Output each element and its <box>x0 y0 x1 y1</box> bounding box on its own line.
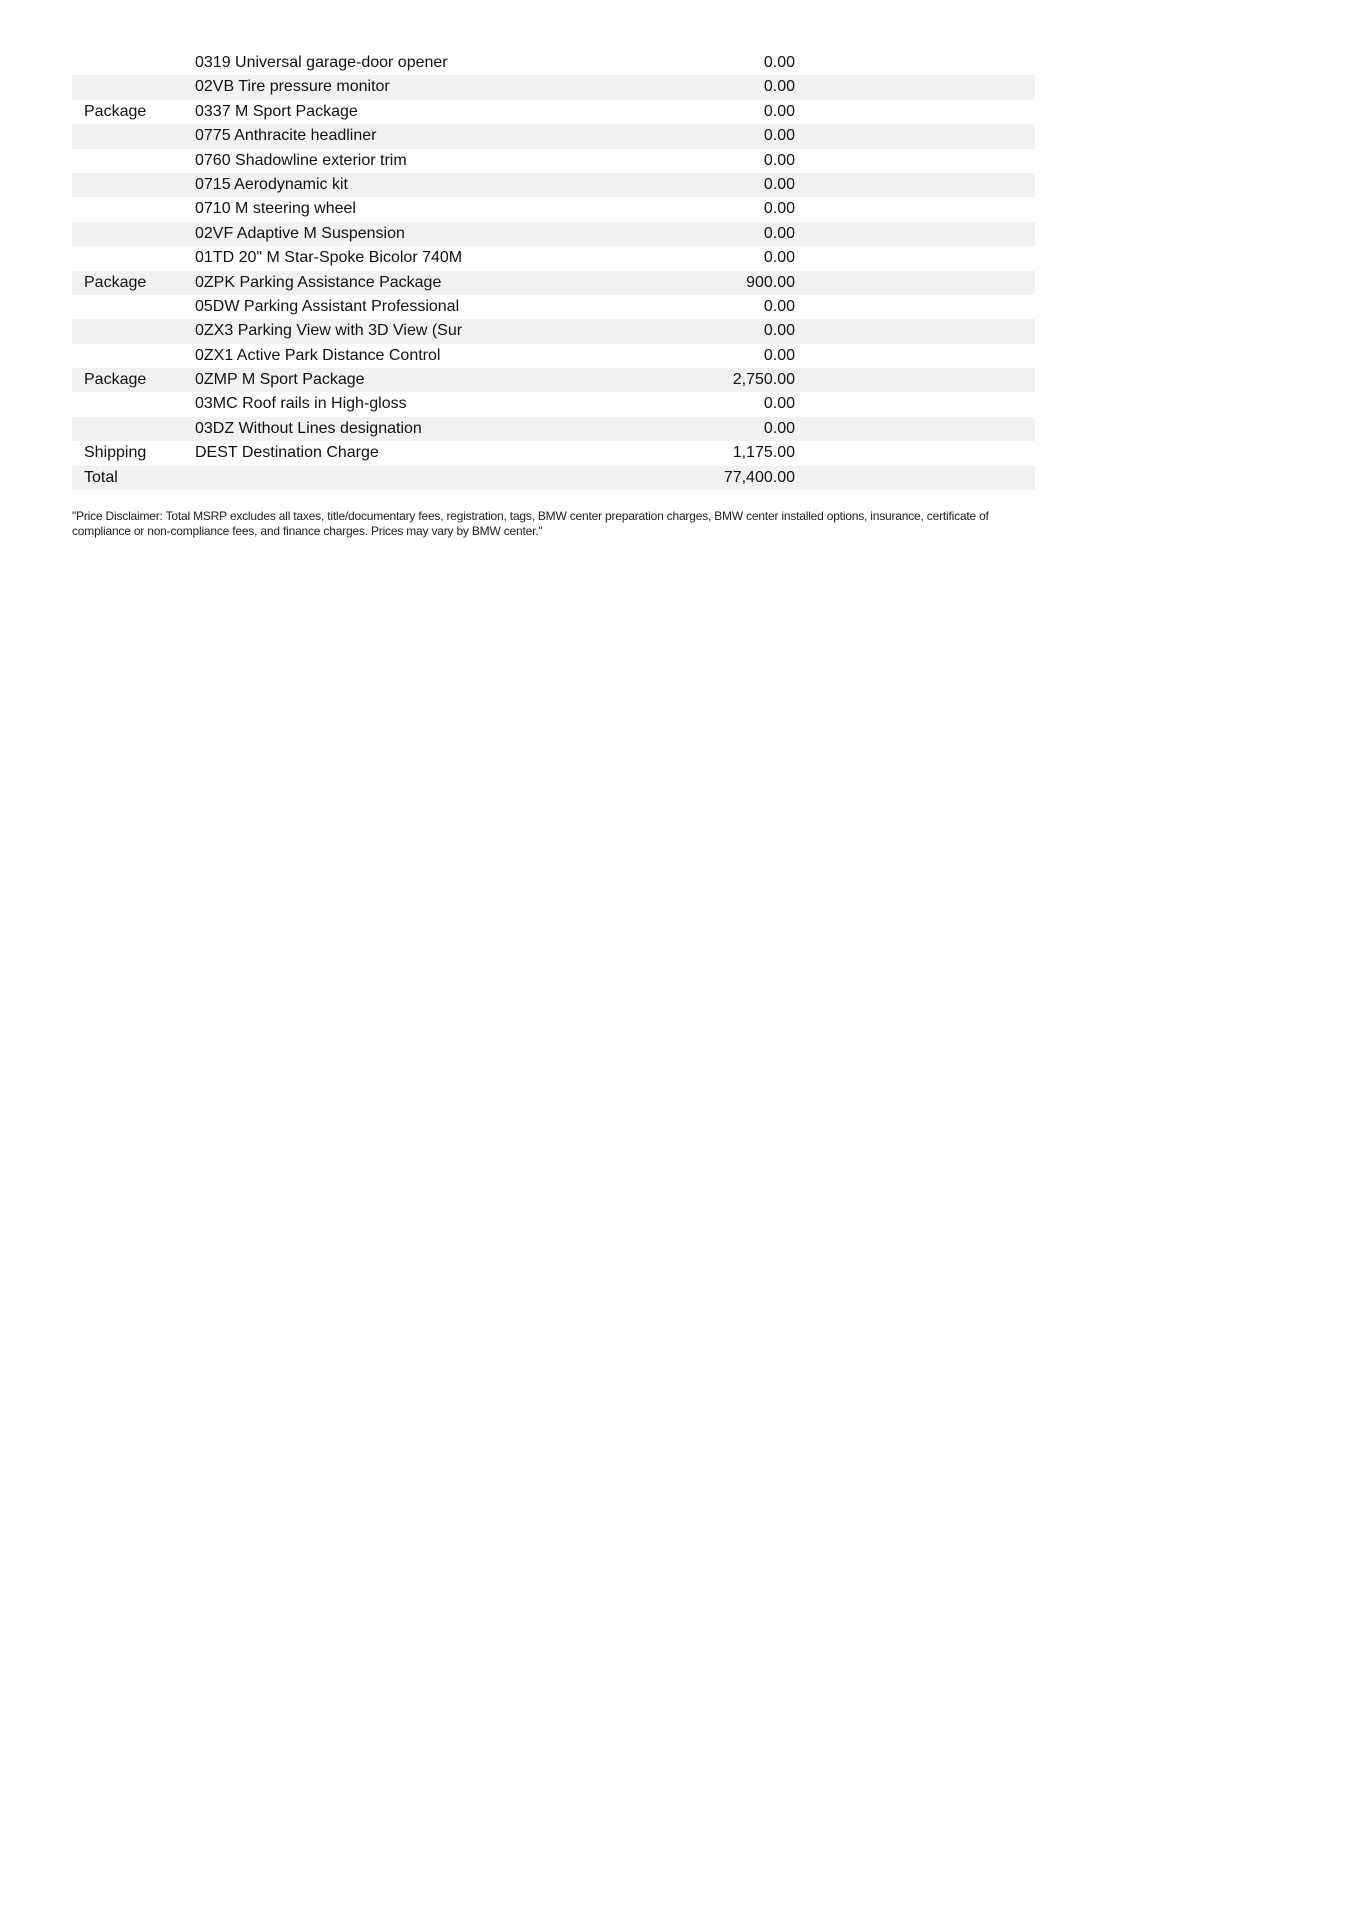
table-row <box>72 295 1035 319</box>
table-row <box>72 222 1035 246</box>
row-price: 0.00 <box>763 175 795 193</box>
table-row <box>72 173 1035 197</box>
row-item: 02VB Tire pressure monitor <box>195 78 390 96</box>
table-row <box>72 100 1035 124</box>
row-price: 0.00 <box>763 224 795 242</box>
row-price: 0.00 <box>763 297 795 315</box>
table-row <box>72 246 1035 270</box>
table-row <box>72 441 1035 465</box>
row-price: 77,400.00 <box>723 468 795 486</box>
row-price: 1,175.00 <box>732 444 795 462</box>
table-row <box>72 417 1035 441</box>
row-category: Shipping <box>84 444 147 462</box>
row-price: 0.00 <box>763 346 795 364</box>
row-item: 0319 Universal garage-door opener <box>195 54 448 71</box>
price-disclaimer: "Price Disclaimer: Total MSRP excludes all taxes, title/documentary fees, registration, tags, BMW center preparation charges, BMW center installed options, insurance, certificate of compliance or non-compliance fees, and finance charges. Prices may vary by BMW center." <box>72 509 989 538</box>
row-category: Package <box>84 273 147 291</box>
table-row <box>72 197 1035 221</box>
row-price: 0.00 <box>763 419 795 437</box>
row-item: 0715 Aerodynamic kit <box>195 175 348 193</box>
table-row <box>72 392 1035 416</box>
row-price: 0.00 <box>763 102 795 120</box>
row-price: 0.00 <box>763 54 795 71</box>
options-table <box>72 51 1035 490</box>
row-price: 0.00 <box>763 78 795 96</box>
row-price: 0.00 <box>763 322 795 340</box>
table-row <box>72 466 1035 490</box>
table-row <box>72 319 1035 343</box>
row-category: Package <box>84 102 147 120</box>
row-price: 0.00 <box>763 249 795 267</box>
row-item: 0ZX3 Parking View with 3D View (Sur <box>195 322 463 340</box>
row-item: 0760 Shadowline exterior trim <box>195 151 407 169</box>
row-item: 0337 M Sport Package <box>195 102 358 120</box>
row-category: Package <box>84 371 147 389</box>
row-price: 0.00 <box>763 127 795 145</box>
table-row <box>72 344 1035 368</box>
row-price: 2,750.00 <box>732 371 795 389</box>
table-row <box>72 368 1035 392</box>
row-item: DEST Destination Charge <box>195 444 379 462</box>
table-row <box>72 75 1035 99</box>
row-item: 0775 Anthracite headliner <box>195 127 377 145</box>
row-category: Total <box>84 468 118 486</box>
row-item: 03DZ Without Lines designation <box>195 419 422 437</box>
row-item: 03MC Roof rails in High-gloss <box>195 395 407 413</box>
row-item: 05DW Parking Assistant Professional <box>195 297 460 315</box>
table-row <box>72 124 1035 148</box>
row-item: 0ZPK Parking Assistance Package <box>195 273 442 291</box>
row-item: 0ZMP M Sport Package <box>195 371 365 389</box>
row-price: 0.00 <box>763 151 795 169</box>
row-item: 0ZX1 Active Park Distance Control <box>195 346 441 364</box>
row-price: 0.00 <box>763 395 795 413</box>
table-row <box>72 51 1035 75</box>
row-price: 0.00 <box>763 200 795 218</box>
row-item: 0710 M steering wheel <box>195 200 356 218</box>
row-item: 01TD 20" M Star-Spoke Bicolor 740M <box>195 249 463 267</box>
row-item: 02VF Adaptive M Suspension <box>195 224 405 242</box>
table-row <box>72 271 1035 295</box>
table-row <box>72 149 1035 173</box>
row-price: 900.00 <box>746 273 795 291</box>
